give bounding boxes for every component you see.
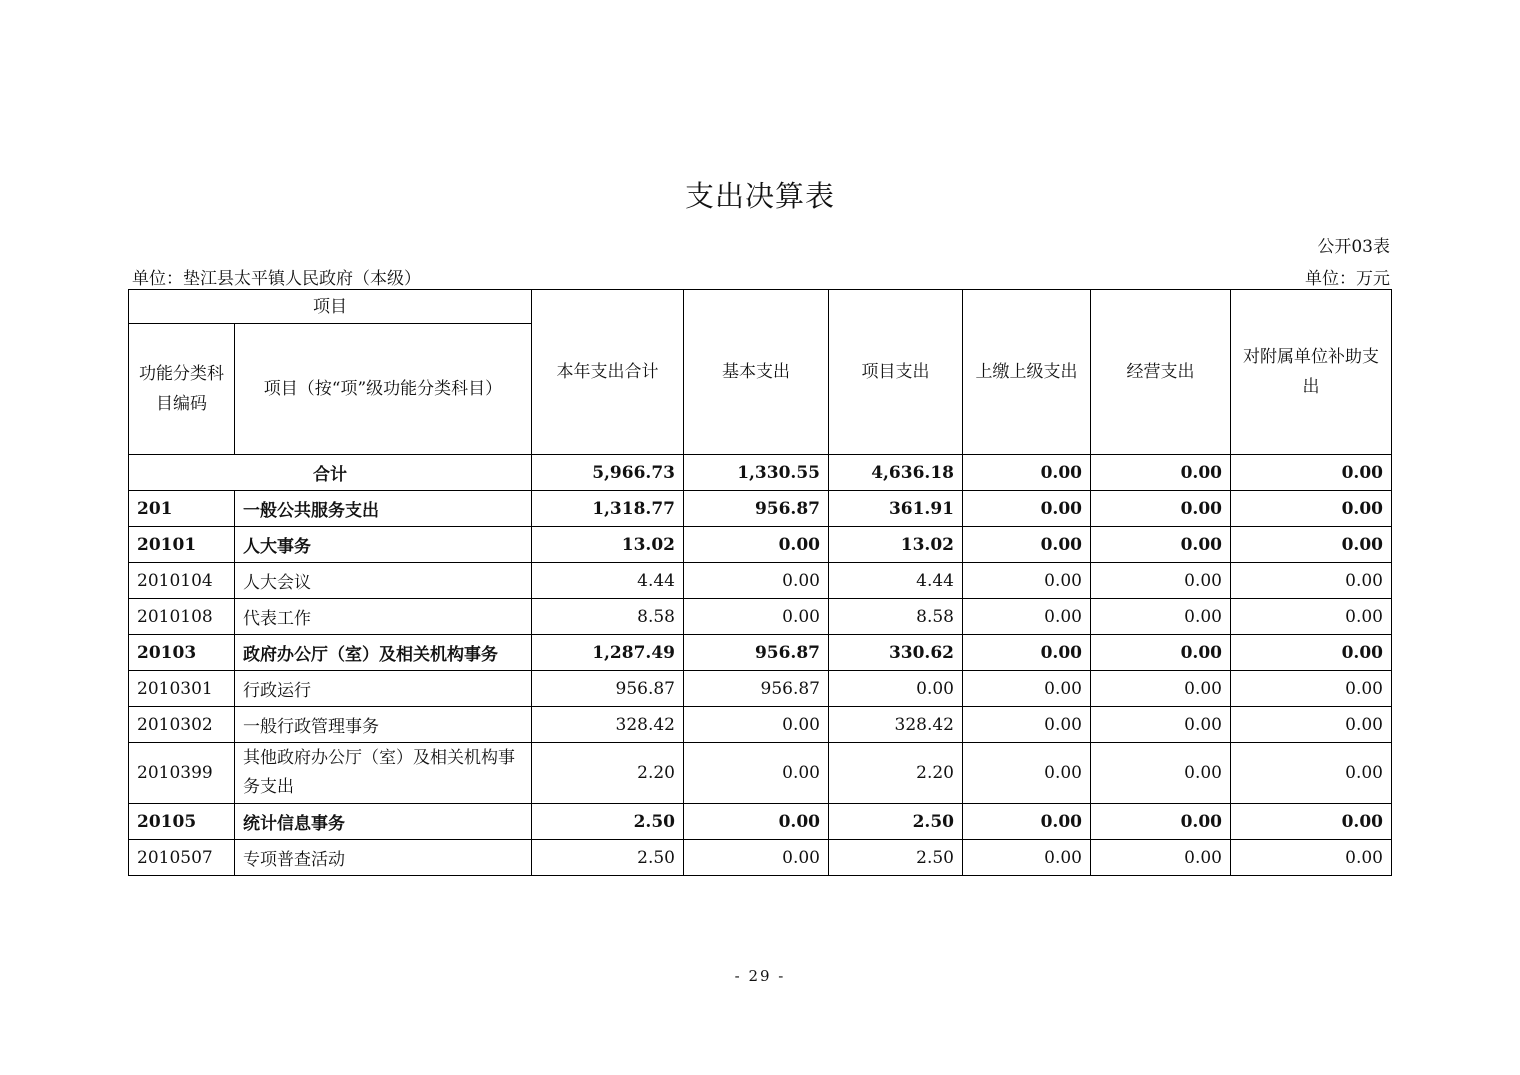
table-row	[129, 743, 1392, 804]
cell-name: 一般公共服务支出	[235, 491, 532, 527]
header-upper: 上缴上级支出	[963, 290, 1091, 455]
cell-basic: 0.00	[684, 743, 829, 804]
cell-business: 0.00	[1091, 671, 1231, 707]
cell-business: 0.00	[1091, 804, 1231, 840]
cell-business: 0.00	[1091, 491, 1231, 527]
cell-total: 13.02	[532, 527, 684, 563]
cell-subsidy: 0.00	[1231, 804, 1392, 840]
cell-total: 2.50	[532, 840, 684, 876]
cell-total: 1,287.49	[532, 635, 684, 671]
cell-total: 2.20	[532, 743, 684, 804]
header-basic: 基本支出	[684, 290, 829, 455]
header-row-1	[129, 290, 1392, 324]
cell-basic: 956.87	[684, 635, 829, 671]
cell-subsidy: 0.00	[1231, 527, 1392, 563]
total-project: 4,636.18	[829, 455, 963, 491]
cell-basic: 956.87	[684, 491, 829, 527]
cell-name: 人大会议	[235, 563, 532, 599]
cell-name: 代表工作	[235, 599, 532, 635]
total-upper: 0.00	[963, 455, 1091, 491]
cell-code: 201	[129, 491, 235, 527]
cell-total: 1,318.77	[532, 491, 684, 527]
cell-project: 2.50	[829, 840, 963, 876]
cell-project: 330.62	[829, 635, 963, 671]
table-row	[129, 563, 1392, 599]
cell-total: 956.87	[532, 671, 684, 707]
table-row	[129, 840, 1392, 876]
cell-project: 2.50	[829, 804, 963, 840]
cell-code: 2010399	[129, 743, 235, 804]
cell-basic: 956.87	[684, 671, 829, 707]
table-row	[129, 527, 1392, 563]
cell-business: 0.00	[1091, 707, 1231, 743]
cell-project: 4.44	[829, 563, 963, 599]
table-row	[129, 599, 1392, 635]
cell-name: 人大事务	[235, 527, 532, 563]
unit-currency: 单位：万元	[1305, 269, 1390, 289]
cell-subsidy: 0.00	[1231, 840, 1392, 876]
cell-code: 20101	[129, 527, 235, 563]
cell-business: 0.00	[1091, 599, 1231, 635]
cell-project: 8.58	[829, 599, 963, 635]
header-subsidy: 对附属单位补助支出	[1231, 290, 1392, 455]
cell-business: 0.00	[1091, 635, 1231, 671]
cell-subsidy: 0.00	[1231, 635, 1392, 671]
header-name: 项目（按“项”级功能分类科目）	[235, 324, 532, 455]
total-row	[129, 455, 1392, 491]
cell-code: 2010108	[129, 599, 235, 635]
cell-name: 专项普查活动	[235, 840, 532, 876]
table-row	[129, 491, 1392, 527]
unit-organization: 单位：垫江县太平镇人民政府（本级）	[132, 269, 421, 289]
table-row	[129, 635, 1392, 671]
cell-project: 2.20	[829, 743, 963, 804]
cell-upper: 0.00	[963, 840, 1091, 876]
cell-basic: 0.00	[684, 804, 829, 840]
total-business: 0.00	[1091, 455, 1231, 491]
cell-upper: 0.00	[963, 804, 1091, 840]
table-row	[129, 671, 1392, 707]
cell-upper: 0.00	[963, 599, 1091, 635]
cell-code: 2010302	[129, 707, 235, 743]
header-business: 经营支出	[1091, 290, 1231, 455]
cell-name: 其他政府办公厅（室）及相关机构事务支出	[235, 743, 532, 804]
total-subsidy: 0.00	[1231, 455, 1392, 491]
cell-business: 0.00	[1091, 743, 1231, 804]
cell-business: 0.00	[1091, 840, 1231, 876]
page-number: - 29 -	[734, 967, 786, 985]
cell-upper: 0.00	[963, 563, 1091, 599]
cell-upper: 0.00	[963, 707, 1091, 743]
cell-code: 2010301	[129, 671, 235, 707]
cell-project: 361.91	[829, 491, 963, 527]
cell-code: 20105	[129, 804, 235, 840]
header-code: 功能分类科目编码	[129, 324, 235, 455]
header-total: 本年支出合计	[532, 290, 684, 455]
cell-subsidy: 0.00	[1231, 563, 1392, 599]
cell-business: 0.00	[1091, 563, 1231, 599]
cell-name: 行政运行	[235, 671, 532, 707]
cell-upper: 0.00	[963, 635, 1091, 671]
form-number: 公开03表	[1317, 237, 1390, 257]
cell-total: 4.44	[532, 563, 684, 599]
cell-total: 2.50	[532, 804, 684, 840]
total-basic: 1,330.55	[684, 455, 829, 491]
total-total: 5,966.73	[532, 455, 684, 491]
cell-project: 0.00	[829, 671, 963, 707]
table-row	[129, 707, 1392, 743]
cell-upper: 0.00	[963, 527, 1091, 563]
cell-subsidy: 0.00	[1231, 707, 1392, 743]
cell-subsidy: 0.00	[1231, 491, 1392, 527]
cell-subsidy: 0.00	[1231, 743, 1392, 804]
cell-basic: 0.00	[684, 599, 829, 635]
cell-total: 8.58	[532, 599, 684, 635]
total-label: 合计	[129, 455, 532, 491]
cell-project: 13.02	[829, 527, 963, 563]
cell-name: 政府办公厅（室）及相关机构事务	[235, 635, 532, 671]
header-project: 项目支出	[829, 290, 963, 455]
cell-name: 一般行政管理事务	[235, 707, 532, 743]
cell-upper: 0.00	[963, 743, 1091, 804]
cell-total: 328.42	[532, 707, 684, 743]
cell-code: 2010104	[129, 563, 235, 599]
table-row	[129, 804, 1392, 840]
page-title: 支出决算表	[684, 179, 835, 213]
cell-basic: 0.00	[684, 527, 829, 563]
header-item: 项目	[129, 290, 532, 324]
cell-project: 328.42	[829, 707, 963, 743]
cell-basic: 0.00	[684, 840, 829, 876]
cell-subsidy: 0.00	[1231, 671, 1392, 707]
cell-code: 2010507	[129, 840, 235, 876]
cell-code: 20103	[129, 635, 235, 671]
cell-subsidy: 0.00	[1231, 599, 1392, 635]
cell-basic: 0.00	[684, 563, 829, 599]
cell-upper: 0.00	[963, 671, 1091, 707]
cell-name: 统计信息事务	[235, 804, 532, 840]
cell-upper: 0.00	[963, 491, 1091, 527]
expenditure-table	[128, 289, 1392, 876]
cell-basic: 0.00	[684, 707, 829, 743]
cell-business: 0.00	[1091, 527, 1231, 563]
